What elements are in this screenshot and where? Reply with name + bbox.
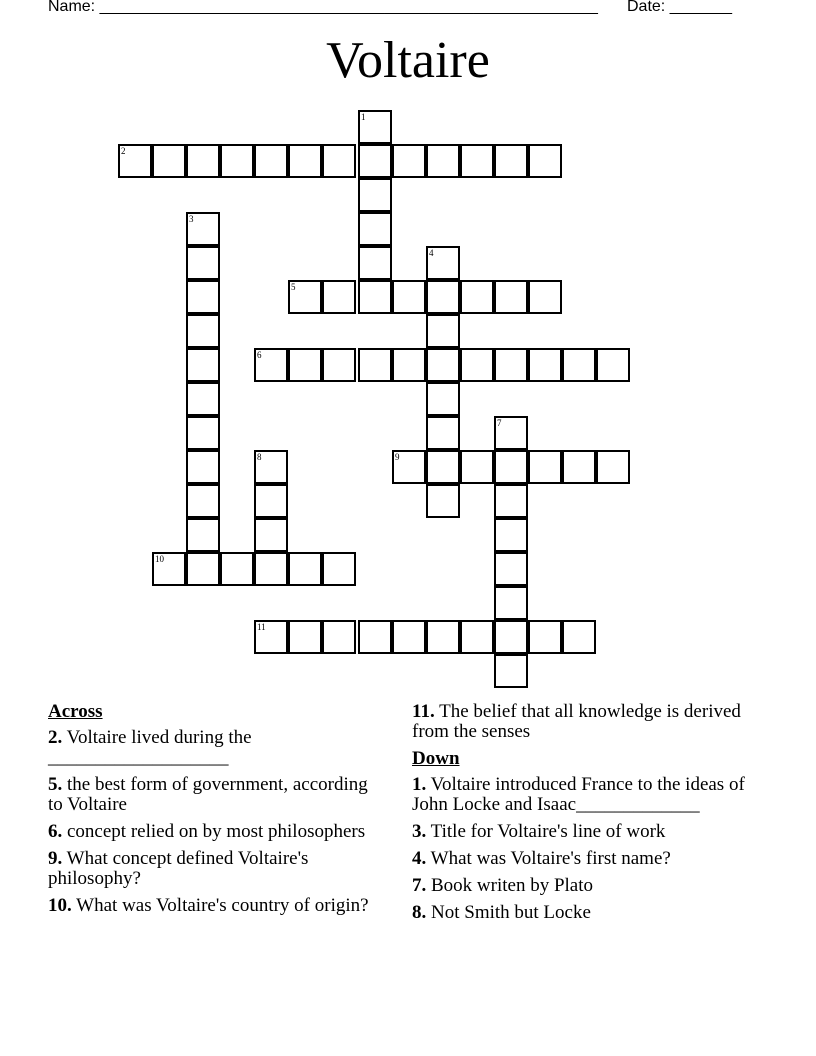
- clue-number: 4.: [412, 848, 427, 869]
- grid-cell[interactable]: [426, 484, 460, 518]
- grid-cell[interactable]: [186, 246, 220, 280]
- clue-number: 2.: [48, 727, 63, 748]
- grid-cell[interactable]: [186, 144, 220, 178]
- clue-text: The belief that all knowledge is derived from the senses: [412, 701, 741, 742]
- clue-down-1: [412, 775, 762, 815]
- clue-number: 5.: [48, 774, 63, 795]
- grid-cell[interactable]: [392, 280, 426, 314]
- grid-cell[interactable]: [562, 450, 596, 484]
- cell-number: 9: [395, 452, 400, 462]
- cell-number: 6: [257, 350, 262, 360]
- grid-cell[interactable]: [426, 314, 460, 348]
- grid-cell[interactable]: [358, 110, 392, 144]
- grid-cell[interactable]: [528, 450, 562, 484]
- grid-cell[interactable]: [288, 348, 322, 382]
- grid-cell[interactable]: [392, 348, 426, 382]
- clue-across-11: [412, 702, 762, 742]
- clue-text: Title for Voltaire's line of work: [430, 821, 666, 842]
- grid-cell[interactable]: [254, 484, 288, 518]
- grid-cell[interactable]: [494, 484, 528, 518]
- down-heading: Down: [412, 748, 460, 769]
- grid-cell[interactable]: [494, 450, 528, 484]
- grid-cell[interactable]: [358, 620, 392, 654]
- grid-cell[interactable]: [358, 144, 392, 178]
- grid-cell[interactable]: [494, 348, 528, 382]
- clue-text: the best form of government, according to Voltaire: [48, 774, 368, 815]
- name-line: ________________________________________________________: [99, 0, 598, 15]
- grid-cell[interactable]: [494, 654, 528, 688]
- page-title: Voltaire: [326, 32, 490, 89]
- clue-text: What concept defined Voltaire's philosophy?: [48, 848, 309, 889]
- grid-cell[interactable]: [562, 348, 596, 382]
- grid-cell[interactable]: [186, 348, 220, 382]
- cell-number: 1: [361, 112, 366, 122]
- grid-cell[interactable]: [186, 382, 220, 416]
- grid-cell[interactable]: [426, 144, 460, 178]
- grid-cell[interactable]: [254, 552, 288, 586]
- cell-number: 5: [291, 282, 296, 292]
- grid-cell[interactable]: [288, 552, 322, 586]
- grid-cell[interactable]: [186, 450, 220, 484]
- grid-cell[interactable]: [322, 348, 356, 382]
- clue-number: 11.: [412, 701, 435, 722]
- grid-cell[interactable]: [254, 144, 288, 178]
- grid-cell[interactable]: [152, 552, 186, 586]
- clue-number: 10.: [48, 895, 72, 916]
- cell-number: 11: [257, 622, 266, 632]
- date-line: _______: [669, 0, 732, 15]
- grid-cell[interactable]: [494, 518, 528, 552]
- grid-cell[interactable]: [358, 178, 392, 212]
- clue-across-5: [48, 775, 378, 815]
- grid-cell[interactable]: [392, 450, 426, 484]
- clue-number: 7.: [412, 875, 427, 896]
- grid-cell[interactable]: [426, 382, 460, 416]
- clue-number: 6.: [48, 821, 63, 842]
- grid-cell[interactable]: [460, 348, 494, 382]
- grid-cell[interactable]: [494, 144, 528, 178]
- grid-cell[interactable]: [426, 450, 460, 484]
- clue-text: What was Voltaire's country of origin?: [76, 895, 369, 916]
- grid-cell[interactable]: [186, 280, 220, 314]
- clue-number: 1.: [412, 774, 427, 795]
- clue-text: Voltaire introduced France to the ideas of John Locke and Isaac_____________: [412, 774, 745, 815]
- grid-cell[interactable]: [186, 314, 220, 348]
- grid-cell[interactable]: [288, 144, 322, 178]
- clues-left-column: [48, 702, 378, 923]
- clue-across-10: [48, 896, 378, 916]
- grid-cell[interactable]: [358, 246, 392, 280]
- grid-cell[interactable]: [426, 416, 460, 450]
- grid-cell[interactable]: [186, 212, 220, 246]
- grid-cell[interactable]: [460, 620, 494, 654]
- grid-cell[interactable]: [460, 450, 494, 484]
- cell-number: 4: [429, 248, 434, 258]
- clues-right-column: [412, 702, 762, 930]
- grid-cell[interactable]: [494, 416, 528, 450]
- grid-cell[interactable]: [118, 144, 152, 178]
- grid-cell[interactable]: [528, 280, 562, 314]
- grid-cell[interactable]: [426, 280, 460, 314]
- grid-cell[interactable]: [358, 348, 392, 382]
- grid-cell[interactable]: [186, 518, 220, 552]
- cell-number: 7: [497, 418, 502, 428]
- clue-text: Voltaire lived during the ___________________: [48, 727, 252, 768]
- cell-number: 10: [155, 554, 164, 564]
- grid-cell[interactable]: [322, 620, 356, 654]
- clue-down-7: [412, 876, 762, 896]
- grid-cell[interactable]: [392, 620, 426, 654]
- date-label: Date:: [627, 0, 666, 15]
- grid-cell[interactable]: [288, 620, 322, 654]
- grid-cell[interactable]: [528, 348, 562, 382]
- grid-cell[interactable]: [358, 212, 392, 246]
- grid-cell[interactable]: [322, 144, 356, 178]
- clue-number: 8.: [412, 902, 427, 923]
- grid-cell[interactable]: [186, 552, 220, 586]
- grid-cell[interactable]: [322, 552, 356, 586]
- grid-cell[interactable]: [358, 280, 392, 314]
- grid-cell[interactable]: [152, 144, 186, 178]
- grid-cell[interactable]: [220, 552, 254, 586]
- clue-number: 9.: [48, 848, 63, 869]
- grid-cell[interactable]: [254, 450, 288, 484]
- grid-cell[interactable]: [392, 144, 426, 178]
- grid-cell[interactable]: [562, 620, 596, 654]
- grid-cell[interactable]: [596, 450, 630, 484]
- grid-cell[interactable]: [288, 280, 322, 314]
- across-heading: Across: [48, 701, 103, 722]
- cell-number: 3: [189, 214, 194, 224]
- clue-text: concept relied on by most philosophers: [67, 821, 366, 842]
- clue-text: Not Smith but Locke: [431, 902, 591, 923]
- clue-across-9: [48, 849, 378, 889]
- clue-text: What was Voltaire's first name?: [430, 848, 671, 869]
- grid-cell[interactable]: [460, 144, 494, 178]
- grid-cell[interactable]: [254, 518, 288, 552]
- grid-cell[interactable]: [596, 348, 630, 382]
- name-label: Name:: [48, 0, 96, 15]
- grid-cell[interactable]: [186, 484, 220, 518]
- grid-cell[interactable]: [254, 620, 288, 654]
- grid-cell[interactable]: [494, 620, 528, 654]
- grid-cell[interactable]: [460, 280, 494, 314]
- grid-cell[interactable]: [494, 552, 528, 586]
- grid-cell[interactable]: [220, 144, 254, 178]
- grid-cell[interactable]: [426, 620, 460, 654]
- cell-number: 8: [257, 452, 262, 462]
- grid-cell[interactable]: [494, 280, 528, 314]
- clue-across-2: [48, 728, 378, 768]
- clue-text: Book writen by Plato: [431, 875, 594, 896]
- grid-cell[interactable]: [426, 348, 460, 382]
- grid-cell[interactable]: [528, 620, 562, 654]
- cell-number: 2: [121, 146, 126, 156]
- grid-cell[interactable]: [528, 144, 562, 178]
- grid-cell[interactable]: [254, 348, 288, 382]
- grid-cell[interactable]: [494, 586, 528, 620]
- grid-cell[interactable]: [186, 416, 220, 450]
- clue-down-4: [412, 849, 762, 869]
- grid-cell[interactable]: [426, 246, 460, 280]
- clue-number: 3.: [412, 821, 427, 842]
- clue-across-6: [48, 822, 378, 842]
- clue-down-3: [412, 822, 762, 842]
- clue-down-8: [412, 903, 762, 923]
- grid-cell[interactable]: [322, 280, 356, 314]
